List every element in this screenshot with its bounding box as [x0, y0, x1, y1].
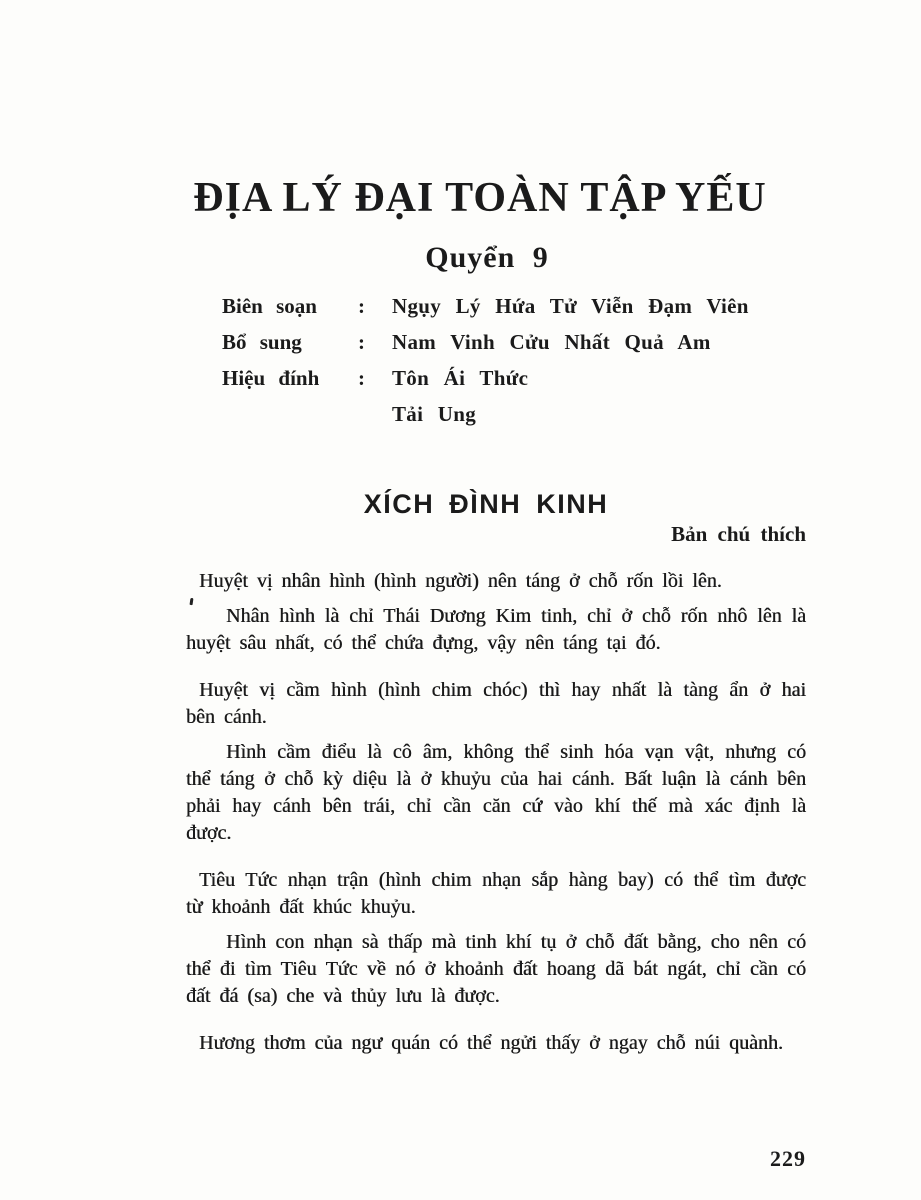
volume-label: Quyển 9 [425, 240, 549, 274]
paragraph-commentary: Hình cầm điểu là cô âm, không thể sinh hóa vạn vật, nhưng có thể táng ở chỗ kỳ diệu là ở khuỷu của hai cánh. Bất luận là cánh bên phải hay cánh bên trái, chỉ cần căn cứ vào khí thế mà xác định là được. [186, 741, 806, 844]
paragraph-commentary: Hình con nhạn sà thấp mà tinh khí tụ ở chỗ đất bằng, cho nên có thể đi tìm Tiêu Tức về nó ở khoảnh đất hoang dã bát ngát, chỉ cần có đất đá (sa) che và thủy lưu là được. [186, 931, 806, 1007]
credit-label [222, 396, 358, 432]
credit-colon [358, 396, 392, 432]
credit-row [222, 396, 806, 432]
credit-row [222, 360, 806, 396]
paragraph-kinh: Hương thơm của ngư quán có thể ngửi thấy ở ngay chỗ núi quành. [199, 1032, 783, 1054]
credit-value: Nam Vinh Cửu Nhất Quả Am [392, 330, 711, 354]
credit-value: Ngụy Lý Hứa Tử Viễn Đạm Viên [392, 294, 749, 318]
chapter-heading: XÍCH ĐÌNH KINH [363, 489, 609, 519]
page-content [186, 0, 806, 1200]
credit-label: Biên soạn [222, 294, 317, 318]
book-title: ĐỊA LÝ ĐẠI TOÀN TẬP YẾU [193, 175, 767, 222]
credit-colon: : [358, 330, 365, 354]
credit-label: Bổ sung [222, 330, 302, 354]
credit-colon: : [358, 366, 365, 390]
paragraph-kinh: Tiêu Tức nhạn trận (hình chim nhạn sắp hàng bay) có thể tìm được từ khoảnh đất khúc khuỷu. [186, 869, 806, 918]
credit-value: Tải Ung [392, 402, 477, 426]
credit-row [222, 324, 806, 360]
paragraph-kinh: Huyệt vị nhân hình (hình người) nên táng ở chỗ rốn lồi lên. [199, 570, 722, 592]
annotation-label: Bản chú thích [671, 522, 806, 546]
paragraph-kinh: Huyệt vị cầm hình (hình chim chóc) thì hay nhất là tàng ẩn ở hai bên cánh. [186, 679, 806, 728]
credits-table [186, 288, 806, 432]
paragraph-commentary: Nhân hình là chỉ Thái Dương Kim tinh, chỉ ở chỗ rốn nhô lên là huyệt sâu nhất, có thể chứa đựng, vậy nên táng tại đó. [186, 605, 806, 654]
credit-value: Tôn Ái Thức [392, 366, 529, 390]
page-number: 229 [770, 1146, 806, 1171]
credit-colon: : [358, 294, 365, 318]
body-text [186, 568, 806, 1057]
credit-row [222, 288, 806, 324]
credit-label: Hiệu đính [222, 366, 320, 390]
